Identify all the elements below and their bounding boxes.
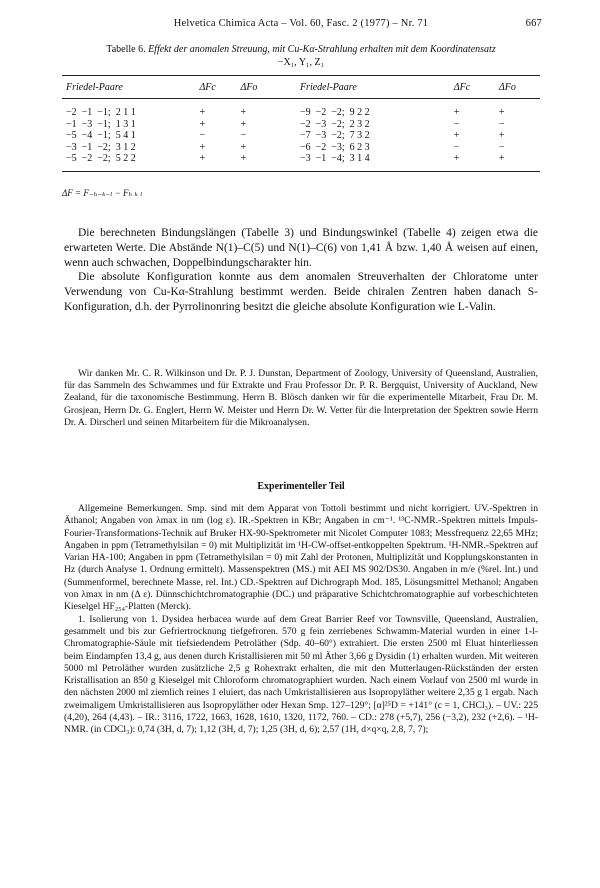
sign-cell: − [453,118,460,130]
sign-cell: − [453,141,460,153]
pair-cell: −6 −2 −3; 6 2 3 [299,141,370,153]
table-title-coordinates: −X₁, Y₁, Z₁ [277,57,325,68]
col-header-friedel-pairs-1: Friedel-Paare [62,76,199,99]
sign-cell: + [199,141,206,153]
sign-cell: − [498,141,505,153]
table-row [62,130,540,142]
col-header-delta-fo-2: ΔFo [499,76,540,99]
col-header-delta-fo-1: ΔFo [240,76,299,99]
friedel-pairs-table [62,75,540,172]
pair-cell: −9 −2 −2; 9 2 2 [299,107,370,118]
table-row [62,119,540,131]
paragraph-isolation: 1. Isolierung von 1. Dysidea herbacea wurde auf dem Great Barrier Reef vor Townsville, Queensland, Australien, gesammelt und bis zur Gefriertrocknung tiefgefroren. 570 g fein zerriebenes Schwamm-Material wurden in einer 1-l-Chromatographie-Säule mit tiefsiedendem Petroläther (Sdp. 40–60°) extrahiert. Die ersten 2500 ml Eluat hinterliessen beim Eindampfen 13,4 g, aus denen durch Kristallisieren mit 50 ml Äther 3,66 g Dysidin (1) erhalten wurden. Mit weiteren 5000 ml Petroläther wurden zusätzliche 2,5 g Rohextrakt erhalten, die mit den Mutterlaugen-Rückständen der ersten Kristallisation an 850 g Kieselgel mit Chloroform chromatographiert wurden. Nach einem Vorlauf von 2500 ml wurde in den nächsten 2000 ml ziemlich reines 1 eluiert, das nach Umkristallisieren aus Isopropyläther weitere 2,35 g 1 ergab. Nach zweimaligem Umkristallisieren aus Isopropyläther oder Hexan Smp. 127–129°; [α]²⁵D = +141° (c = 1, CHCl₃). – UV.: 225 (4,20), 264 (4,43). – IR.: 3116, 1722, 1663, 1628, 1610, 1320, 1172, 760. – CD.: 278 (+5,7), 256 (−3,2), 232 (+2,6). – ¹H-NMR. (in CDCl₃): 0,74 (3H, d, 7); 1,12 (3H, d, 7); 1,25 (3H, d, 6); 2,57 (1H, d×q×q, 2,8, 7, 7); [64,613,538,736]
sign-cell: + [453,130,460,142]
table-row [62,153,540,171]
sign-cell: + [498,107,505,118]
table-title: Effekt der anomalen Streuung, mit Cu-Kα-Strahlung erhalten mit dem Koordinatensatz [148,44,496,55]
sign-cell: − [240,130,247,142]
sign-cell: + [453,107,460,118]
section-heading: Experimenteller Teil [257,481,345,492]
paragraph-general-remarks: Allgemeine Bemerkungen. Smp. sind mit dem Apparat von Tottoli bestimmt und nicht korrigiert. UV.-Spektren in Äthanol; Angaben von λmax in nm (log ε). IR.-Spektren in KBr; Angaben in cm⁻¹. ¹³C-NMR.-Spektren mittels Impuls-Fourier-Transformations-Technik auf Bruker HX-90-Spektrometer mit Nicolet Computer 1083; Messfrequenz 22,65 MHz; Angaben in ppm (Tetramethylsilan = 0) mit Multiplizität im ¹H-CW-offset-entkoppelten Spektrum. ¹H-NMR.-Spektren auf Varian HA-100; Angaben in ppm (Tetramethylsilan = 0) mit Zahl der Protonen, Multiplizität und Kopplungskonstanten in Hz (durch Analyse 1. Ordnung ermittelt). Massenspektren (MS.) mit AEI MS 902/DS30. Angaben in m/e (%rel. Int.) und (Summenformel, berechnete Masse, rel. Int.) CD.-Spektren auf Dichrograph Mod. 185, Lösungsmittel Methanol; Angaben von λmax in nm (Δ ε). Dünnschichtchromatographie (DC.) und präparative Schichtchromatographie auf vorbeschichteten Kieselgel HF₂₅₄-Platten (Merck). [64,503,538,613]
pair-cell: −5 −2 −2; 5 2 2 [62,153,199,171]
sign-cell: + [199,118,206,130]
pair-cell: −7 −3 −2; 7 3 2 [299,130,370,142]
pair-cell: −3 −1 −2; 3 1 2 [66,141,136,153]
table-footnote: ΔF = F₋ₕ₋ₖ₋ₗ − Fₕ ₖ ₗ [62,188,143,198]
running-header [62,18,540,29]
paragraph-absolute-configuration: Die absolute Konfiguration konnte aus dem anomalen Streuverhalten der Chloratome unter Verwendung von Cu-Kα-Strahlung bestimmt werden. Beide chiralen Zentren haben danach S-Konfiguration, d.h. der Pyrrolinonring besitzt die gleiche absolute Konfiguration wie L-Valin. [64,271,538,313]
col-header-delta-fc-1: ΔFc [199,76,240,99]
pair-cell: −2 −1 −1; 2 1 1 [66,107,136,118]
sign-cell: + [499,153,540,171]
table-label: Tabelle 6. [106,44,146,55]
sign-cell: + [199,107,206,118]
sign-cell: + [240,107,247,118]
journal-header-text: Helvetica Chimica Acta – Vol. 60, Fasc. 2 (1977) – Nr. 71 [173,18,429,29]
table-row [62,142,540,154]
sign-cell: + [240,153,299,171]
paragraph-bond-lengths: Die berechneten Bindungslängen (Tabelle 3) und Bindungswinkel (Tabelle 4) zeigen etwa die erwarteten Werte. Die Abstände N(1)–C(5) und N(1)–C(6) von 1,41 Å bzw. 1,40 Å weisen auf einen, wenn auch schwachen, Doppelbindungscharakter hin. [64,227,538,269]
acknowledgement-paragraph: Wir danken Mr. C. R. Wilkinson und Dr. P. J. Dunstan, Department of Zoology, University of Queensland, Australien, für das Sammeln des Schwammes und für Extrakte und Frau Professor Dr. P. R. Bergquist, University of Auckland, New Zealand, für die taxonomische Bestimmung. Herrn B. Blösch danken wir für die experimentelle Mitarbeit, Frau Dr. M. Grosjean, Herrn Dr. G. Englert, Herrn W. Meister und Herrn Dr. W. Vetter für die Interpretation der Spektren sowie Herrn Dr. A. Dirscherl und seinen Mitarbeitern für die Mikroanalysen. [64,368,538,428]
sign-cell: − [199,130,206,142]
table-header-row [62,76,540,99]
page-number: 667 [525,18,542,29]
experimental-text [64,503,538,737]
table-row [62,99,540,119]
main-text [64,226,538,315]
sign-cell: + [454,153,499,171]
sign-cell: − [498,118,505,130]
pair-cell: −5 −4 −1; 5 4 1 [66,130,136,142]
table-caption [62,43,540,69]
col-header-friedel-pairs-2: Friedel-Paare [300,76,454,99]
col-header-delta-fc-2: ΔFc [454,76,499,99]
pair-cell: −1 −3 −1; 1 3 1 [66,118,136,130]
sign-cell: + [240,141,247,153]
pair-cell: −2 −3 −2; 2 3 2 [299,118,370,130]
sign-cell: + [240,118,247,130]
sign-cell: + [199,153,240,171]
pair-cell: −3 −1 −4; 3 1 4 [300,153,454,171]
sign-cell: + [498,130,505,142]
